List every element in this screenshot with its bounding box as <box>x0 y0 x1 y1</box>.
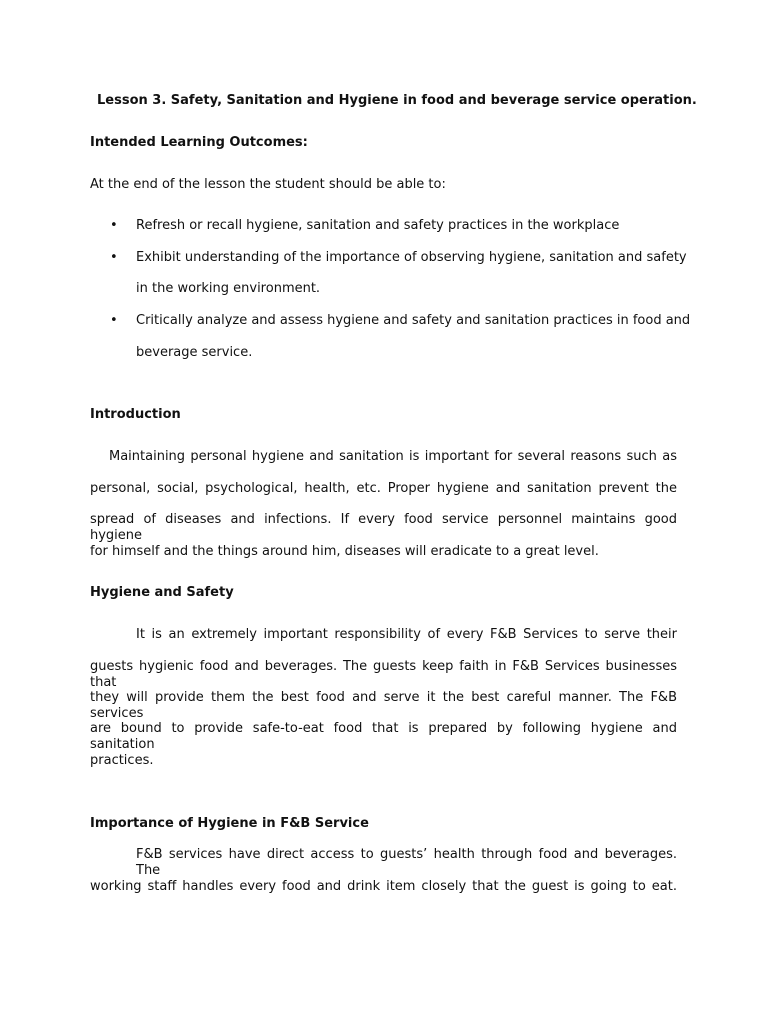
ilo-heading: Intended Learning Outcomes: <box>90 135 308 150</box>
bullet-icon: • <box>110 218 118 233</box>
paragraph-line: for himself and the things around him, diseases will eradicate to a great level. <box>90 544 599 559</box>
outcome-line: in the working environment. <box>136 281 321 296</box>
outcome-line: Critically analyze and assess hygiene and safety and sanitation practices in food and <box>136 313 691 328</box>
introduction-heading: Introduction <box>90 407 181 422</box>
importance-heading: Importance of Hygiene in F&B Service <box>90 816 369 831</box>
paragraph-line: they will provide them the best food and serve it the best careful manner. The F&B services <box>90 690 677 721</box>
outcome-line: Exhibit understanding of the importance of observing hygiene, sanitation and safety <box>136 250 687 265</box>
paragraph-line: It is an extremely important responsibility of every F&B Services to serve their <box>136 627 677 642</box>
paragraph-line: personal, social, psychological, health, etc. Proper hygiene and sanitation prevent the <box>90 481 677 496</box>
outcome-line: beverage service. <box>136 345 253 360</box>
paragraph-line: Maintaining personal hygiene and sanitation is important for several reasons such as <box>109 449 677 464</box>
ilo-intro: At the end of the lesson the student should be able to: <box>90 177 446 192</box>
bullet-icon: • <box>110 313 118 328</box>
lesson-title: Lesson 3. Safety, Sanitation and Hygiene in food and beverage service operation. <box>97 93 697 108</box>
paragraph-line: guests hygienic food and beverages. The guests keep faith in F&B Services businesses that <box>90 659 677 690</box>
paragraph-line: practices. <box>90 753 154 768</box>
paragraph-line: spread of diseases and infections. If every food service personnel maintains good hygiene <box>90 512 677 543</box>
outcome-line: Refresh or recall hygiene, sanitation and safety practices in the workplace <box>136 218 620 233</box>
paragraph-line: F&B services have direct access to guests’ health through food and beverages. The <box>136 847 677 878</box>
bullet-icon: • <box>110 250 118 265</box>
paragraph-line: working staff handles every food and drink item closely that the guest is going to eat. <box>90 879 677 894</box>
hygiene-safety-heading: Hygiene and Safety <box>90 585 234 600</box>
paragraph-line: are bound to provide safe-to-eat food that is prepared by following hygiene and sanitation <box>90 721 677 752</box>
